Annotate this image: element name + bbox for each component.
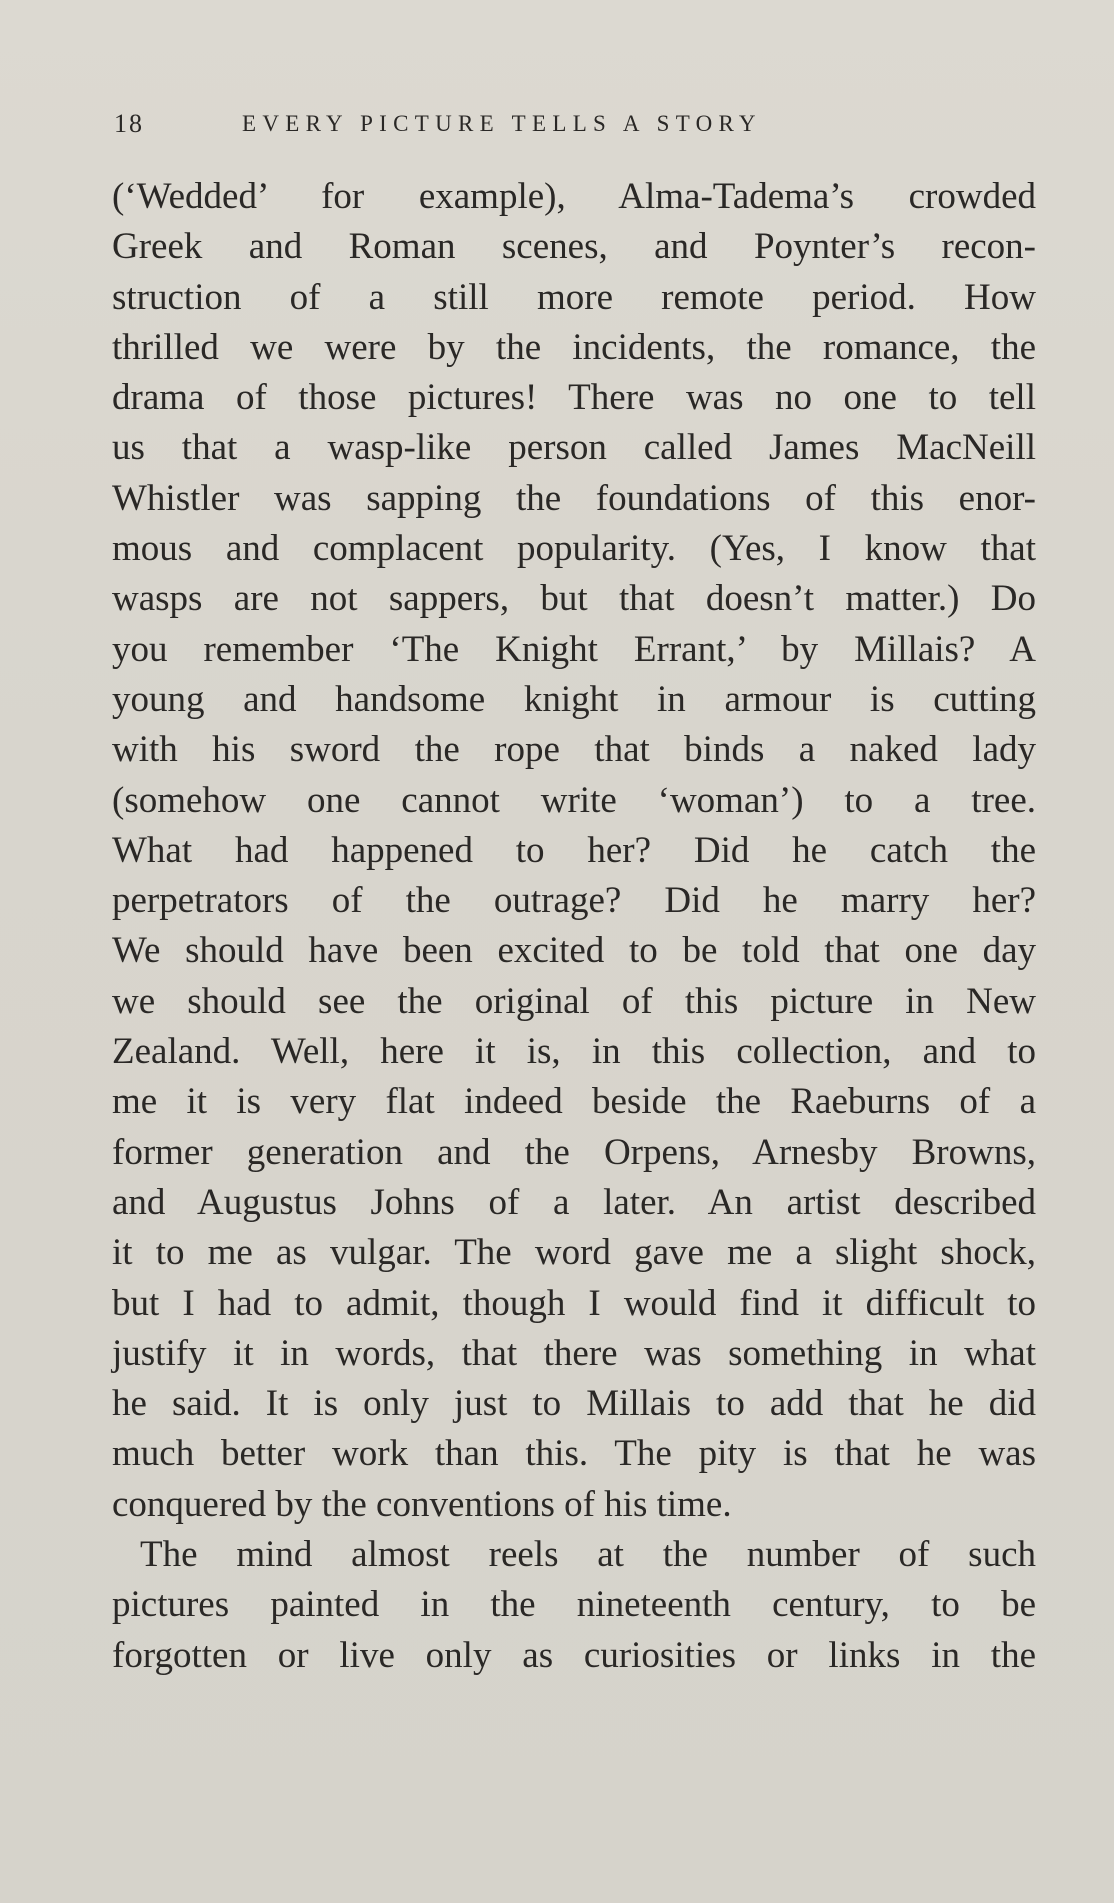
- text-line: Greek and Roman scenes, and Poynter’s recon-: [112, 226, 1036, 268]
- text-line: forgotten or live only as curiosities or links in the: [112, 1634, 1036, 1676]
- text-line: it to me as vulgar. The word gave me a slight shock,: [112, 1232, 1036, 1274]
- paragraph-1: [112, 172, 1036, 1530]
- text-line: drama of those pictures! There was no one to tell: [112, 377, 1036, 419]
- text-line: We should have been excited to be told that one day: [112, 930, 1036, 972]
- text-line: The mind almost reels at the number of such: [140, 1534, 1036, 1576]
- text-line: we should see the original of this picture in New: [112, 980, 1036, 1022]
- text-line: me it is very flat indeed beside the Raeburns of a: [112, 1081, 1036, 1123]
- text-line: conquered by the conventions of his time.: [112, 1483, 732, 1525]
- text-line: Whistler was sapping the foundations of this enor-: [112, 477, 1036, 519]
- text-line: us that a wasp-like person called James MacNeill: [112, 427, 1036, 469]
- text-line: thrilled we were by the incidents, the romance, the: [112, 326, 1036, 368]
- body-text: [112, 172, 1036, 1681]
- text-line: What had happened to her? Did he catch the: [112, 829, 1036, 871]
- text-line: you remember ‘The Knight Errant,’ by Millais? A: [112, 628, 1036, 670]
- running-head: [114, 104, 1034, 144]
- text-line: he said. It is only just to Millais to add that he did: [112, 1383, 1036, 1425]
- text-line: (‘Wedded’ for example), Alma-Tadema’s crowded: [112, 176, 1036, 217]
- running-title: EVERY PICTURE TELLS A STORY: [242, 111, 762, 136]
- text-line: young and handsome knight in armour is cutting: [112, 678, 1036, 720]
- text-line: perpetrators of the outrage? Did he marry her?: [112, 880, 1036, 922]
- page-number: 18: [114, 109, 144, 138]
- text-line: with his sword the rope that binds a naked lady: [112, 729, 1036, 771]
- text-line: wasps are not sappers, but that doesn’t matter.) Do: [112, 578, 1036, 620]
- text-line: justify it in words, that there was something in what: [112, 1332, 1036, 1374]
- text-line: much better work than this. The pity is that he was: [112, 1433, 1036, 1475]
- text-line: struction of a still more remote period. How: [112, 276, 1036, 318]
- text-line: former generation and the Orpens, Arnesby Browns,: [112, 1131, 1036, 1173]
- text-line: mous and complacent popularity. (Yes, I know that: [112, 528, 1036, 570]
- text-line: and Augustus Johns of a later. An artist described: [112, 1181, 1036, 1223]
- paragraph-2: [112, 1530, 1036, 1681]
- text-line: (somehow one cannot write ‘woman’) to a tree.: [112, 779, 1036, 821]
- text-line: Zealand. Well, here it is, in this collection, and to: [112, 1031, 1036, 1073]
- text-line: pictures painted in the nineteenth century, to be: [112, 1584, 1036, 1626]
- text-line: but I had to admit, though I would find it difficult to: [112, 1282, 1036, 1324]
